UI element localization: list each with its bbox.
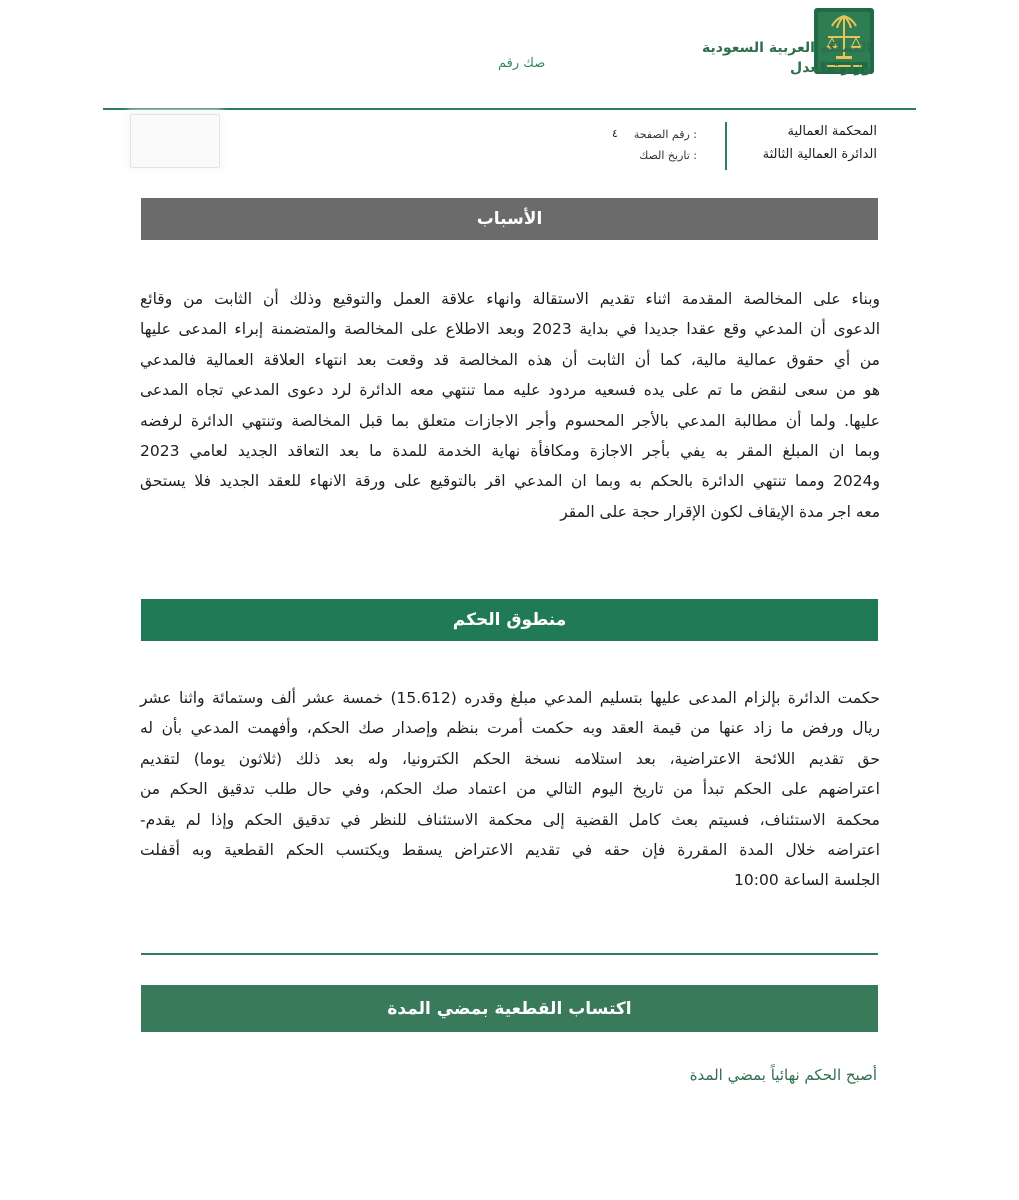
court-name: المحكمة العمالية [787,124,877,139]
deed-number-label: صك رقم [498,56,546,71]
paragraph-line: و2024 ومما تنتهي الدائرة بالحكم به وبما ان المدعي اقر بالتوقيع على ورقة الانهاء للعقد الجديد فلا يستحق [140,472,880,491]
page-number-label: رقم الصفحة : [633,128,697,141]
paragraph-line: حكمت الدائرة بإلزام المدعى عليها بتسليم المدعي مبلغ وقدره (15.612) خمسة عشر ألف وستمائة واثنا عشر [140,689,880,707]
paragraph-line: حق تقديم اللائحة الاعتراضية، بعد استلامه نسخة الحكم الكترونيا، وله بعد ذلك (ثلاثون يوما) لتقديم [140,749,880,768]
paragraph-line: عليها. ولما أن مطالبة المدعي بالأجر المحسوم وأجر الاجازات متعلق بما قبل المخالصة وتنتهي الدائرة لرفضه [140,411,880,430]
court-circuit: الدائرة العمالية الثالثة [762,147,877,162]
paragraph-line: ريال ورفض ما زاد عنها من قيمة العقد وبه حكمت أمرت بنظم وإصدار صك الحكم، وأفهمت المدعي بأن له [140,719,880,738]
paragraph-line: الدعوى أن المدعي وقع عقدا جديدا في بداية 2023 وبعد الاطلاع على المخالصة والمتضمنة إبراء المدعى عليها [140,320,880,339]
paragraph-line: معه اجر مدة الإيقاف لكون الإقرار حجة على المقر [560,502,880,521]
finality-statement: أصبح الحكم نهائياً بمضي المدة [689,1066,877,1084]
verdict-paragraph [140,683,880,896]
paragraph-line: محكمة الاستئناف، فسيتم بعث كامل القضية إلى محكمة الاستئناف للنظر في تدقيق الحكم وإذا لم يقدم- [140,810,880,829]
reasons-section-title: الأسباب [141,198,878,240]
paragraph-line: الجلسة الساعة 10:00 [734,871,880,890]
paragraph-line: وبناء على المخالصة المقدمة اثناء تقديم الاستقالة وانهاء علاقة العمل والتوقيع وذلك أن الثابت من وقائع [140,290,880,308]
verdict-section-title: منطوق الحكم [141,599,878,641]
header-divider [103,108,916,110]
reasons-paragraph [140,284,880,527]
court-info-divider [725,122,727,170]
paragraph-line: هو من سعى لنقض ما تم على يده فسعيه مردود عليه مما تنتهي معه الدائرة لرد دعوى المدعي تجاه المدعى [140,381,880,400]
kingdom-name: المملكة العربية السعودية [702,40,871,56]
paragraph-line: من أي حقوق عمالية مالية، كما أن الثابت أن هذه المخالصة قد وقعت بعد انتهاء العلاقة العمالية فالمدعي [140,350,880,369]
paragraph-line: اعتراضه خلال المدة المقررة فإن حقه في تقديم الاعتراض يسقط ويكتسب الحكم القطعية وبه أقفلت [140,841,880,860]
redacted-area [130,114,220,168]
deed-date-label: تاريخ الصك : [639,149,697,162]
section-divider [141,953,878,955]
page-number-value: ٤ [612,127,618,140]
ministry-name: وزارة العدل [790,60,871,76]
finality-section-title: اكتساب القطعية بمضي المدة [141,985,878,1032]
paragraph-line: وبما ان المبلغ المقر به يفي بأجر الاجازة ومكافأة نهاية الخدمة للمدة ما بعد التعاقد الجديد لعامي 2023 [140,442,880,461]
paragraph-line: اعتراضهم على الحكم تبدأ من تاريخ اليوم التالي من اعتماد صك الحكم، وفي حال طلب تدقيق الحكم من [140,780,880,799]
